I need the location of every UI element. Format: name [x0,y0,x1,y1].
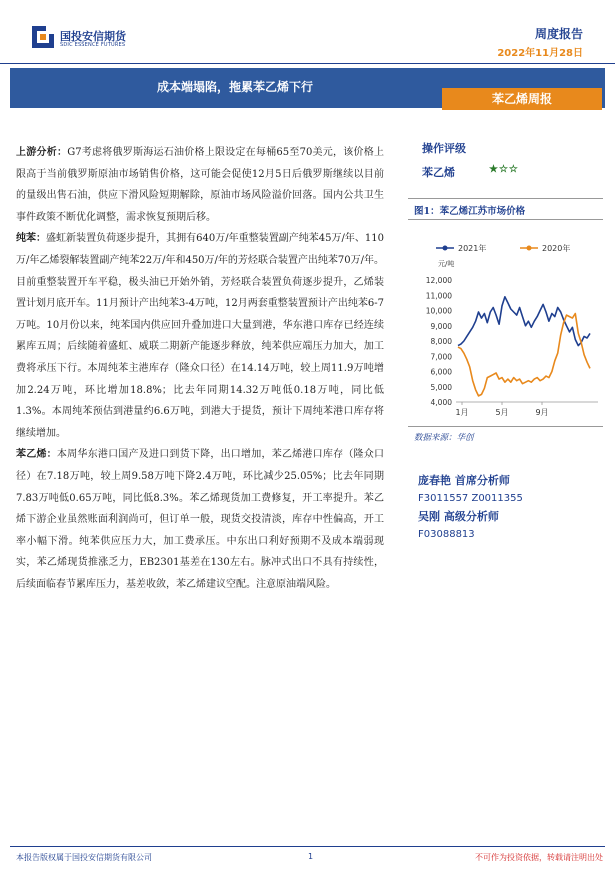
price-chart [408,232,603,427]
rating-product: 苯乙烯 [422,166,455,179]
x-tick-label: 9月 [535,408,549,417]
report-type: 周度报告 [534,27,583,41]
y-tick-label: 12,000 [425,276,452,285]
analyst-id: F3011557 Z0011355 [418,493,523,504]
legend-marker [527,246,532,251]
x-tick-label: 1月 [455,408,469,417]
x-tick-label: 5月 [495,408,509,417]
title-banner [0,68,615,116]
footer-disclaimer: 不可作为投资依据，转载请注明出处 [475,853,603,862]
figure-title: 图1：苯乙烯江苏市场价格 [414,206,526,217]
footer-copyright: 本报告版权属于国投安信期货有限公司 [16,853,152,862]
y-axis-unit: 元/吨 [438,260,455,268]
report-date: 2022年11月28日 [497,48,583,59]
analyst-name: 吴刚 高级分析师 [418,510,499,523]
legend-label: 2021年 [458,244,487,253]
analyst-name: 庞春艳 首席分析师 [418,474,510,487]
y-tick-label: 6,000 [430,367,452,377]
y-tick-label: 7,000 [430,352,452,362]
y-tick-label: 10,000 [425,306,452,316]
paragraph-upstream [16,142,384,228]
rating-row [422,164,603,180]
y-tick-label: 9,000 [430,321,452,331]
y-tick-label: 4,000 [430,398,452,407]
page-number: 1 [308,852,314,861]
legend-label: 2020年 [542,244,571,253]
paragraph-text: G7考虑将俄罗斯海运石油价格上限设定在每桶65至70美元，该价格上限高于当前俄罗斯原油市场销售价格，这可能会促使12月5日后俄罗斯继续以目前的量级出售石油，供应下滑风险短期解除，原油市场风险溢价回落。国内公共卫生事件政策不断优化调整，需求恢复预期后移。 [16,147,385,223]
series-line [458,297,590,346]
paragraph-text: 盛虹新装置负荷逐步提升，其拥有640万/年重整装置副产纯苯45万/年、110万/年乙烯裂解装置副产纯苯22万/年和450万/年的芳烃联合装置产出纯苯70万/年。目前重整装置开车平稳，极头油已开始外销，芳烃联合装置负荷逐步提升，乙烯装置计划月底开车。11月预计产出纯苯3-4万吨，12月两套重整装置预计产出纯苯6-7万吨。10月份以来，纯苯国内供应回升叠加进口大量到港，华东港口库存已经连续累库五周；后续随着盛虹、威联二期新产能逐步释放，纯苯供应端压力加大，加工费将承压下行。本周纯苯主港库存（隆众口径）在14.14万吨，较上周11.9万吨增加2.24万吨，环比增加18.8%；比去年同期14.32万吨低0.18万吨，同比低1.3%。本周纯苯预估到港量约6.6万吨，到港大于提货，预计下周纯苯港口库存将继续增加。 [16,233,385,439]
source-divider [408,426,603,427]
main-body [16,142,384,595]
company-logo-icon [32,26,54,48]
page-header [0,0,615,64]
report-tag: 苯乙烯周报 [442,88,602,110]
y-tick-label: 8,000 [430,337,452,346]
header-divider [0,63,615,64]
analyst-block [418,472,603,544]
report-title: 成本端塌陷，拖累苯乙烯下行 [156,80,313,94]
sidebar [408,140,603,540]
paragraph-benzene [16,228,384,444]
paragraph-lead: 上游分析： [16,147,68,158]
company-name-en: SDIC ESSENCE FUTURES [60,42,126,48]
paragraph-lead: 纯苯： [16,233,47,245]
y-tick-label: 11,000 [425,291,452,301]
rating-title: 操作评级 [422,142,466,155]
analyst-id: F03088813 [418,529,475,540]
legend-marker [443,246,448,251]
paragraph-styrene [16,444,384,595]
footer-divider [10,846,605,847]
figure-title-bar [408,198,603,220]
paragraph-text: 本周华东港口国产及进口到货下降，出口增加，苯乙烯港口库存（隆众口径）在7.18万吨，较上周9.58万吨下降2.4万吨，环比减少25.05%；比去年同期7.83万吨低0.65万吨，同比低8.3%。苯乙烯现货加工费修复，开工率提升。苯乙烯下游企业虽然账面利润尚可，但订单一般，现货交投清淡，库存中性偏高，开工率小幅下滑。纯苯供应压力大，加工费承压。中东出口利好预期不及成本端弱现实，苯乙烯现货推涨乏力，EB2301基差在130左右。脉冲式出口不具有持续性，后续面临春节累库压力，基差收敛，苯乙烯建议空配。注意原油端风险。 [16,449,385,590]
paragraph-lead: 苯乙烯： [16,449,57,461]
figure-source: 数据来源：华创 [414,433,474,443]
rating-stars-icon: ★☆☆ [489,164,519,175]
y-tick-label: 5,000 [430,382,452,392]
series-line [458,314,590,396]
company-name-cn: 国投安信期货 [60,30,126,43]
